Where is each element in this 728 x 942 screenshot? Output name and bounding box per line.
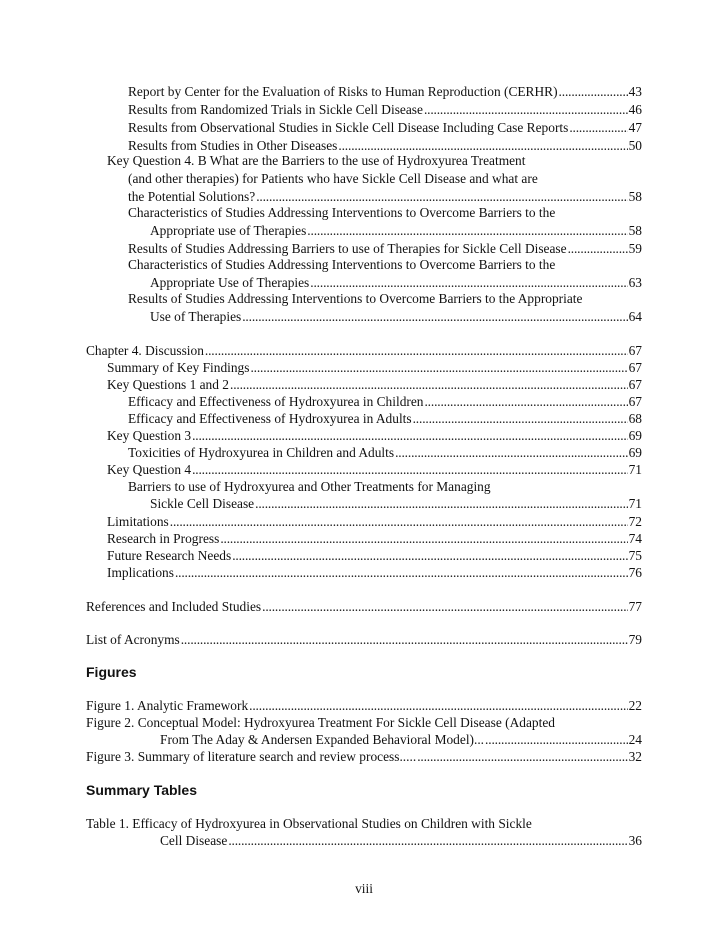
page-number: viii: [355, 881, 373, 896]
toc-entry[interactable]: [107, 377, 642, 393]
dot-leader: [232, 548, 627, 564]
figure-entry-page: 22: [628, 698, 642, 713]
table-entry-line: Table 1. Efficacy of Hydroxyurea in Observational Studies on Children with Sickle: [86, 816, 532, 831]
toc-entry-title: Use of Therapies: [150, 309, 242, 324]
dot-leader: [250, 360, 627, 376]
toc-entry[interactable]: [150, 309, 642, 325]
dot-leader: [568, 241, 628, 257]
dot-leader: [192, 428, 628, 444]
toc-entry[interactable]: [107, 428, 642, 444]
toc-entry-line: Results of Studies Addressing Interventions to Overcome Barriers to the Appropriate: [128, 291, 583, 306]
toc-entry[interactable]: [128, 241, 642, 257]
summary-tables-heading: Summary Tables: [86, 782, 198, 798]
dot-leader: [255, 496, 627, 512]
toc-entry-line: Key Question 4. B What are the Barriers to the use of Hydroxyurea Treatment: [107, 153, 526, 168]
toc-entry-title: References and Included Studies: [86, 599, 262, 614]
toc-entry[interactable]: [128, 411, 642, 427]
dot-leader: [242, 309, 627, 325]
dot-leader: [256, 189, 627, 205]
dot-leader: [569, 120, 627, 136]
table-entry[interactable]: [160, 833, 642, 849]
toc-entry-page: 43: [628, 84, 642, 99]
figure-entry[interactable]: [86, 749, 642, 765]
toc-entry-page: 69: [628, 428, 642, 443]
toc-entry[interactable]: [128, 445, 642, 461]
toc-entry[interactable]: [150, 223, 642, 239]
figure-entry[interactable]: [86, 698, 642, 714]
dot-leader: [181, 632, 628, 648]
toc-entry-title: Results from Randomized Trials in Sickle Cell Disease: [128, 102, 423, 117]
toc-entry-title: Report by Center for the Evaluation of Risks to Human Reproduction (CERHR): [128, 84, 558, 99]
toc-entry-page: 71: [628, 496, 642, 511]
table-entry-title: Cell Disease: [160, 833, 228, 848]
toc-entry-title: Key Questions 1 and 2: [107, 377, 229, 392]
toc-entry[interactable]: [128, 138, 642, 154]
table-entry-page: 36: [628, 833, 642, 848]
toc-entry-page: 67: [628, 377, 642, 392]
toc-entry[interactable]: [128, 120, 642, 136]
toc-entry-title: Toxicities of Hydroxyurea in Children and Adults: [128, 445, 395, 460]
toc-entry[interactable]: [107, 531, 642, 547]
toc-entry-page: 46: [628, 102, 642, 117]
dot-leader: [395, 445, 628, 461]
figure-entry[interactable]: [160, 732, 642, 748]
toc-entry-page: 72: [628, 514, 642, 529]
figure-entry-page: 24: [628, 732, 642, 747]
toc-entry-page: 67: [628, 360, 642, 375]
toc-entry-title: Chapter 4. Discussion: [86, 343, 204, 358]
toc-entry-page: 77: [628, 599, 642, 614]
figure-entry-title: From The Aday & Andersen Expanded Behavioral Model)...: [160, 732, 485, 747]
toc-entry-title: Appropriate Use of Therapies: [150, 275, 310, 290]
dot-leader: [485, 732, 628, 748]
figure-entry-title: Figure 3. Summary of literature search and review process.....: [86, 749, 417, 764]
toc-entry-title: Summary of Key Findings: [107, 360, 250, 375]
toc-entry-line: Characteristics of Studies Addressing Interventions to Overcome Barriers to the: [128, 257, 556, 272]
toc-entry[interactable]: [128, 84, 642, 100]
dot-leader: [205, 343, 628, 359]
toc-entry-title: Implications: [107, 565, 174, 580]
toc-entry-title: Results of Studies Addressing Barriers to use of Therapies for Sickle Cell Disease: [128, 241, 567, 256]
toc-entry-title: Results from Studies in Other Diseases: [128, 138, 338, 153]
toc-entry-title: Key Question 4: [107, 462, 192, 477]
toc-entry[interactable]: [128, 102, 642, 118]
dot-leader: [424, 102, 628, 118]
dot-leader: [307, 223, 627, 239]
toc-entry-title: Limitations: [107, 514, 169, 529]
toc-entry-page: 58: [628, 223, 642, 238]
toc-entry-page: 74: [628, 531, 642, 546]
dot-leader: [559, 84, 628, 100]
toc-entry-title: Key Question 3: [107, 428, 192, 443]
dot-leader: [230, 377, 628, 393]
toc-entry-title: List of Acronyms: [86, 632, 180, 647]
toc-entry-page: 58: [628, 189, 642, 204]
toc-entry-title: Future Research Needs: [107, 548, 232, 563]
toc-entry-page: 68: [628, 411, 642, 426]
figure-entry-line: Figure 2. Conceptual Model: Hydroxyurea Treatment For Sickle Cell Disease (Adapted: [86, 715, 555, 730]
toc-entry-line: Barriers to use of Hydroxyurea and Other Treatments for Managing: [128, 479, 491, 494]
dot-leader: [417, 749, 627, 765]
toc-entry-title: Efficacy and Effectiveness of Hydroxyurea in Children: [128, 394, 424, 409]
toc-entry-title: Research in Progress: [107, 531, 220, 546]
toc-entry-page: 76: [628, 565, 642, 580]
toc-entry-page: 67: [628, 343, 642, 358]
toc-entry[interactable]: [107, 565, 642, 581]
toc-entry-title: Appropriate use of Therapies: [150, 223, 307, 238]
dot-leader: [338, 138, 627, 154]
toc-entry-page: 75: [628, 548, 642, 563]
toc-entry-line: (and other therapies) for Patients who have Sickle Cell Disease and what are: [128, 171, 538, 186]
figures-heading: Figures: [86, 664, 137, 680]
toc-entry[interactable]: [128, 189, 642, 205]
toc-entry-page: 63: [628, 275, 642, 290]
dot-leader: [175, 565, 628, 581]
dot-leader: [413, 411, 628, 427]
dot-leader: [249, 698, 627, 714]
dot-leader: [192, 462, 628, 478]
toc-entry[interactable]: [107, 462, 642, 478]
toc-entry[interactable]: [150, 496, 642, 512]
toc-entry[interactable]: [107, 514, 642, 530]
toc-entry[interactable]: [107, 548, 642, 564]
toc-entry-page: 64: [628, 309, 642, 324]
toc-entry-line: Characteristics of Studies Addressing Interventions to Overcome Barriers to the: [128, 205, 556, 220]
toc-entry-chapter[interactable]: [86, 599, 642, 615]
toc-entry-page: 79: [628, 632, 642, 647]
toc-entry[interactable]: [150, 275, 642, 291]
toc-entry-chapter[interactable]: [86, 632, 642, 648]
toc-entry-page: 69: [628, 445, 642, 460]
toc-entry-page: 71: [628, 462, 642, 477]
toc-entry-page: 47: [628, 120, 642, 135]
toc-entry[interactable]: [128, 394, 642, 410]
toc-entry-chapter[interactable]: [86, 343, 642, 359]
toc-entry-title: Sickle Cell Disease: [150, 496, 255, 511]
dot-leader: [262, 599, 627, 615]
toc-entry-page: 67: [628, 394, 642, 409]
toc-entry-title: Efficacy and Effectiveness of Hydroxyurea in Adults: [128, 411, 412, 426]
toc-entry-page: 59: [628, 241, 642, 256]
dot-leader: [228, 833, 627, 849]
dot-leader: [424, 394, 627, 410]
toc-entry-title: Results from Observational Studies in Sickle Cell Disease Including Case Reports: [128, 120, 569, 135]
dot-leader: [220, 531, 627, 547]
toc-entry-page: 50: [628, 138, 642, 153]
figure-entry-title: Figure 1. Analytic Framework: [86, 698, 249, 713]
toc-entry[interactable]: [107, 360, 642, 376]
toc-entry-title: the Potential Solutions?: [128, 189, 256, 204]
dot-leader: [310, 275, 627, 291]
dot-leader: [170, 514, 628, 530]
figure-entry-page: 32: [628, 749, 642, 764]
